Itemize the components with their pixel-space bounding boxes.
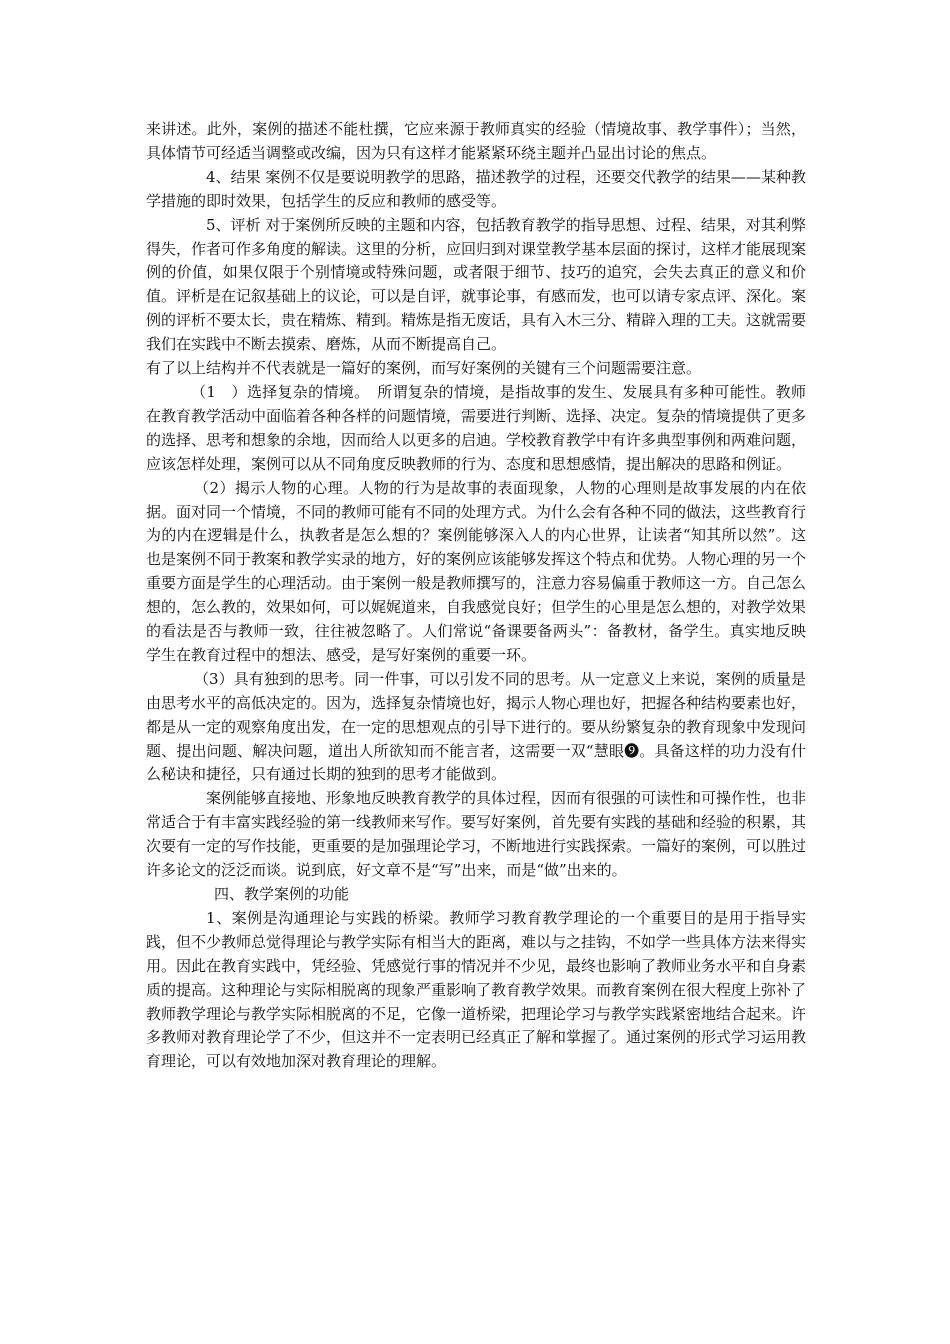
paragraph-structure-note: 有了以上结构并不代表就是一篇好的案例，而写好案例的关键有三个问题需要注意。 (146, 359, 702, 378)
paragraph-point-2: （2）揭示人物的心理。人物的行为是故事的表面现象，人物的心理则是故事发展的内在依据。面对同一个情境，不同的教师可能有不同的处理方式。为什么会有各种不同的做法，这些教育行为的内在逻辑是什么，执教者是怎么想的？案例能够深入人的内心世界，让读者“知其所以然”。这也是案例不同于教案和教学实录的地方，好的案例应该能够发挥这个特点和优势。人物心理的另一个重要方面是学生的心理活动。由于案例一般是教师撰写的，注意力容易偏重于教师这一方。自己怎么想的，怎么教的，效果如何，可以娓娓道来，自我感觉良好；但学生的心里是怎么想的，对教学效果的看法是否与教师一致，往往被忽略了。人们常说“备课要备两头”：备教材，备学生。真实地反映学生在教育过程中的想法、感受，是写好案例的重要一环。 (146, 478, 807, 664)
paragraph-point-3: （3）具有独到的思考。同一件事，可以引发不同的思考。从一定意义上来说，案例的质量是由思考水平的高低决定的。因为，选择复杂情境也好，揭示人物心理也好，把握各种结构要素也好，都是从一定的观察角度出发，在一定的思想观点的引导下进行的。要从纷繁复杂的教育现象中发现问题、提出问题、解决问题，道出人所欲知而不能言者，这需要一双“慧眼❾。具备这样的功力没有什么秘诀和捷径，只有通过长期的独到的思考才能做到。 (146, 669, 807, 784)
paragraph-result: 4、结果 案例不仅是要说明教学的思路，描述教学的过程，还要交代教学的结果——某种教学措施的即时效果，包括学生的反应和教师的感受等。 (146, 167, 806, 210)
section-heading-functions: 四、教学案例的功能 (214, 885, 350, 903)
paragraph-commentary: 5、评析 对于案例所反映的主题和内容，包括教育教学的指导思想、过程、结果，对其利弊得失，作者可作多角度的解读。这里的分析，应回归到对课堂教学基本层面的探讨，这样才能展现案例的价值，如果仅限于个别情境或特殊问题，或者限于细节、技巧的追究，会失去真正的意义和价值。评析是在记叙基础上的议论，可以是自评，就事论事，有感而发，也可以请专家点评、深化。案例的评析不要太长，贵在精炼、精到。精炼是指无废话，具有入木三分、精辟入理的工夫。这就需要我们在实践中不断去摸索、磨炼，从而不断提高自己。 (146, 215, 807, 354)
paragraph-function-1: 1、案例是沟通理论与实践的桥梁。教师学习教育教学理论的一个重要目的是用于指导实践，但不少教师总觉得理论与教学实际有相当大的距离，难以与之挂钩，不如学一些具体方法来得实用。因此在教育实践中，凭经验、凭感觉行事的情况并不少见，最终也影响了教师业务水平和自身素质的提高。这种理论与实际相脱离的现象严重影响了教育教学效果。而教育案例在很大程度上弥补了教师教学理论与教学实际相脱离的不足，它像一道桥梁，把理论学习与教学实践紧密地结合起来。许多教师对教育理论学了不少，但这并不一定表明已经真正了解和掌握了。通过案例的形式学习运用教育理论，可以有效地加深对教育理论的理解。 (146, 908, 807, 1071)
paragraph-summary: 案例能够直接地、形象地反映教育教学的具体过程，因而有很强的可读性和可操作性，也非常适合于有丰富实践经验的第一线教师来写作。要写好案例，首先要有实践的基础和经验的积累，其次要有一定的写作技能，更重要的是加强理论学习，不断地进行实践探索。一篇好的案例，可以胜过许多论文的泛泛而谈。说到底，好文章不是“写”出来，而是“做”出来的。 (146, 789, 807, 880)
paragraph-point-1: （1 ）选择复杂的情境。 所谓复杂的情境，是指故事的发生、发展具有多种可能性。教师在教育教学活动中面临着各种各样的问题情境，需要进行判断、选择、决定。复杂的情境提供了更多的选择、思考和想象的余地，因而给人以更多的启迪。学校教育教学中有许多典型事例和两难问题，应该怎样处理，案例可以从不同角度反映教师的行为、态度和思想感情，提出解决的思路和例证。 (146, 382, 807, 473)
paragraph-intro-continued: 来讲述。此外，案例的描述不能杜撰，它应来源于教师真实的经验（情境故事、教学事件）；当然，具体情节可经适当调整或改编，因为只有这样才能紧紧环绕主题并凸显出讨论的焦点。 (146, 120, 806, 162)
document-page (146, 118, 806, 1074)
